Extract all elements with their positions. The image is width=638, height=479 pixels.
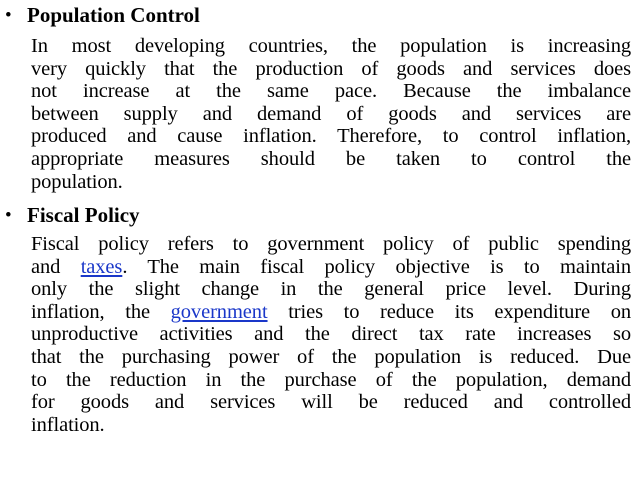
paragraph-line: population. [31, 170, 123, 193]
section-population-control [0, 2, 638, 193]
paragraph-line: very quickly that the production of goods and services does [31, 57, 631, 80]
paragraph-line: not increase at the same pace. Because the imbalance [31, 80, 631, 103]
paragraph-line [31, 301, 631, 324]
section-heading: Population Control [27, 3, 200, 27]
paragraph-line: inflation. [31, 413, 105, 436]
bullet-point-icon: • [5, 205, 12, 226]
paragraph-line: produced and cause inflation. Therefore, to control inflation, [31, 125, 631, 148]
paragraph-line: between supply and demand of goods and services are [31, 102, 631, 125]
bullet-row [0, 2, 638, 30]
text-fragment: tries to reduce its expenditure on [267, 300, 631, 323]
government-link[interactable]: government [170, 300, 268, 323]
paragraph-line [31, 256, 631, 279]
paragraph-line: Fiscal policy refers to government policy of public spending [31, 233, 631, 255]
paragraph-line: In most developing countries, the population is increasing [31, 35, 631, 57]
paragraph-line: appropriate measures should be taken to control the [31, 147, 631, 170]
section-fiscal-policy [0, 202, 638, 436]
text-fragment: inflation, the [31, 300, 171, 323]
paragraph-line: that the purchasing power of the population is reduced. Due [31, 345, 631, 368]
text-fragment: and [31, 255, 81, 278]
bullet-row [0, 202, 638, 230]
paragraph-line: unproductive activities and the direct tax rate increases so [31, 323, 631, 346]
bullet-point-icon: • [5, 5, 12, 26]
paragraph [31, 233, 631, 436]
text-fragment: . The main fiscal policy objective is to maintain [122, 255, 631, 278]
paragraph [31, 35, 631, 193]
section-heading: Fiscal Policy [27, 203, 140, 227]
paragraph-line: for goods and services will be reduced and controlled [31, 391, 631, 414]
paragraph-line: only the slight change in the general price level. During [31, 278, 631, 301]
taxes-link[interactable]: taxes [80, 255, 123, 278]
paragraph-line: to the reduction in the purchase of the population, demand [31, 368, 631, 391]
